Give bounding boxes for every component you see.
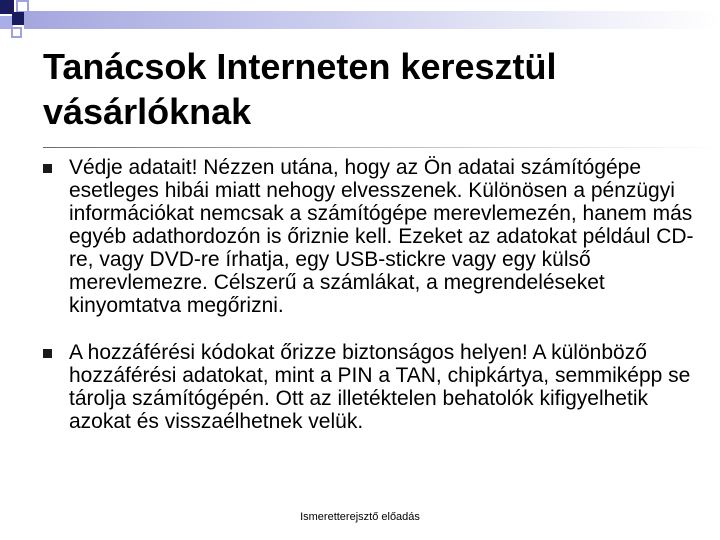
bullet-text: A hozzáférési kódokat őrizze biztonságos helyen! A különböző hozzáférési adatokat, mint a PIN a TAN, chipkártya, semmiképp se tárolja számítógépén. Ott az illetéktelen behatolók kifigyelhetik azokat és visszaélhetnek velük.	[69, 341, 691, 433]
bullet-text: Védje adatait! Nézzen utána, hogy az Ön adatai számítógépe esetleges hibái miatt nehogy elvesszenek. Különösen a pénzügyi információkat nemcsak a számítógépe merevlemezén, hanem más egyéb adathordozón is őriznie kell. Ezeket az adatokat például CD-re, vagy DVD-re írhatja, egy USB-stickre vagy egy külső merevlemezre. Célszerű a számlákat, a megrendeléseket kinyomtatva megőrizni.	[69, 156, 694, 317]
square-bullet-icon	[43, 349, 52, 358]
slide-title: Tanácsok Interneten keresztül vásárlóknak	[43, 46, 557, 132]
bullet-list	[42, 156, 706, 433]
bullet-item	[42, 156, 706, 317]
header-gradient-bar	[24, 11, 720, 29]
title-divider	[43, 147, 720, 148]
corner-square-decoration	[11, 27, 22, 38]
square-bullet-icon	[43, 164, 52, 173]
bullet-item	[42, 341, 706, 433]
slide-footer: Ismeretterejsztő előadás	[300, 511, 420, 523]
